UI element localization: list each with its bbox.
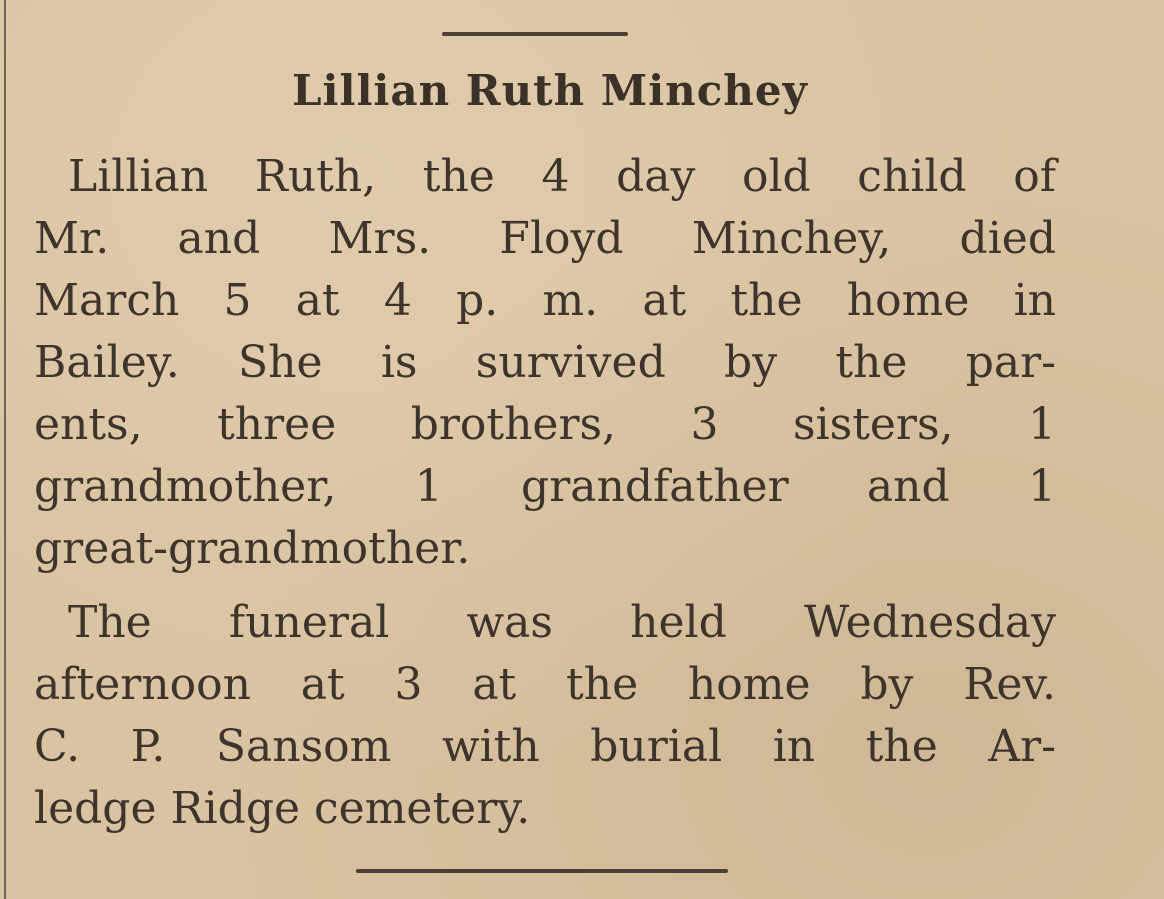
text-line: Bailey. She is survived by the par- bbox=[34, 337, 1056, 388]
text-line: afternoon at 3 at the home by Rev. bbox=[34, 659, 1056, 710]
bottom-divider bbox=[356, 869, 728, 873]
obituary-paragraph-2 bbox=[34, 592, 1056, 840]
text-line: C. P. Sansom with burial in the Ar- bbox=[34, 721, 1056, 772]
text-line: ents, three brothers, 3 sisters, 1 bbox=[34, 399, 1056, 450]
column-rule bbox=[4, 0, 6, 899]
text-line: The funeral was held Wednesday bbox=[68, 597, 1056, 648]
text-line: March 5 at 4 p. m. at the home in bbox=[34, 275, 1056, 326]
text-line: grandmother, 1 grandfather and 1 bbox=[34, 461, 1056, 512]
obituary-paragraph-1 bbox=[34, 146, 1056, 580]
top-divider bbox=[442, 32, 628, 36]
text-line: ledge Ridge cemetery. bbox=[34, 783, 531, 834]
text-line: great-grandmother. bbox=[34, 523, 471, 574]
text-line: Mr. and Mrs. Floyd Minchey, died bbox=[34, 213, 1056, 264]
text-line: Lillian Ruth, the 4 day old child of bbox=[68, 151, 1056, 202]
obituary-headline: Lillian Ruth Minchey bbox=[292, 66, 808, 115]
